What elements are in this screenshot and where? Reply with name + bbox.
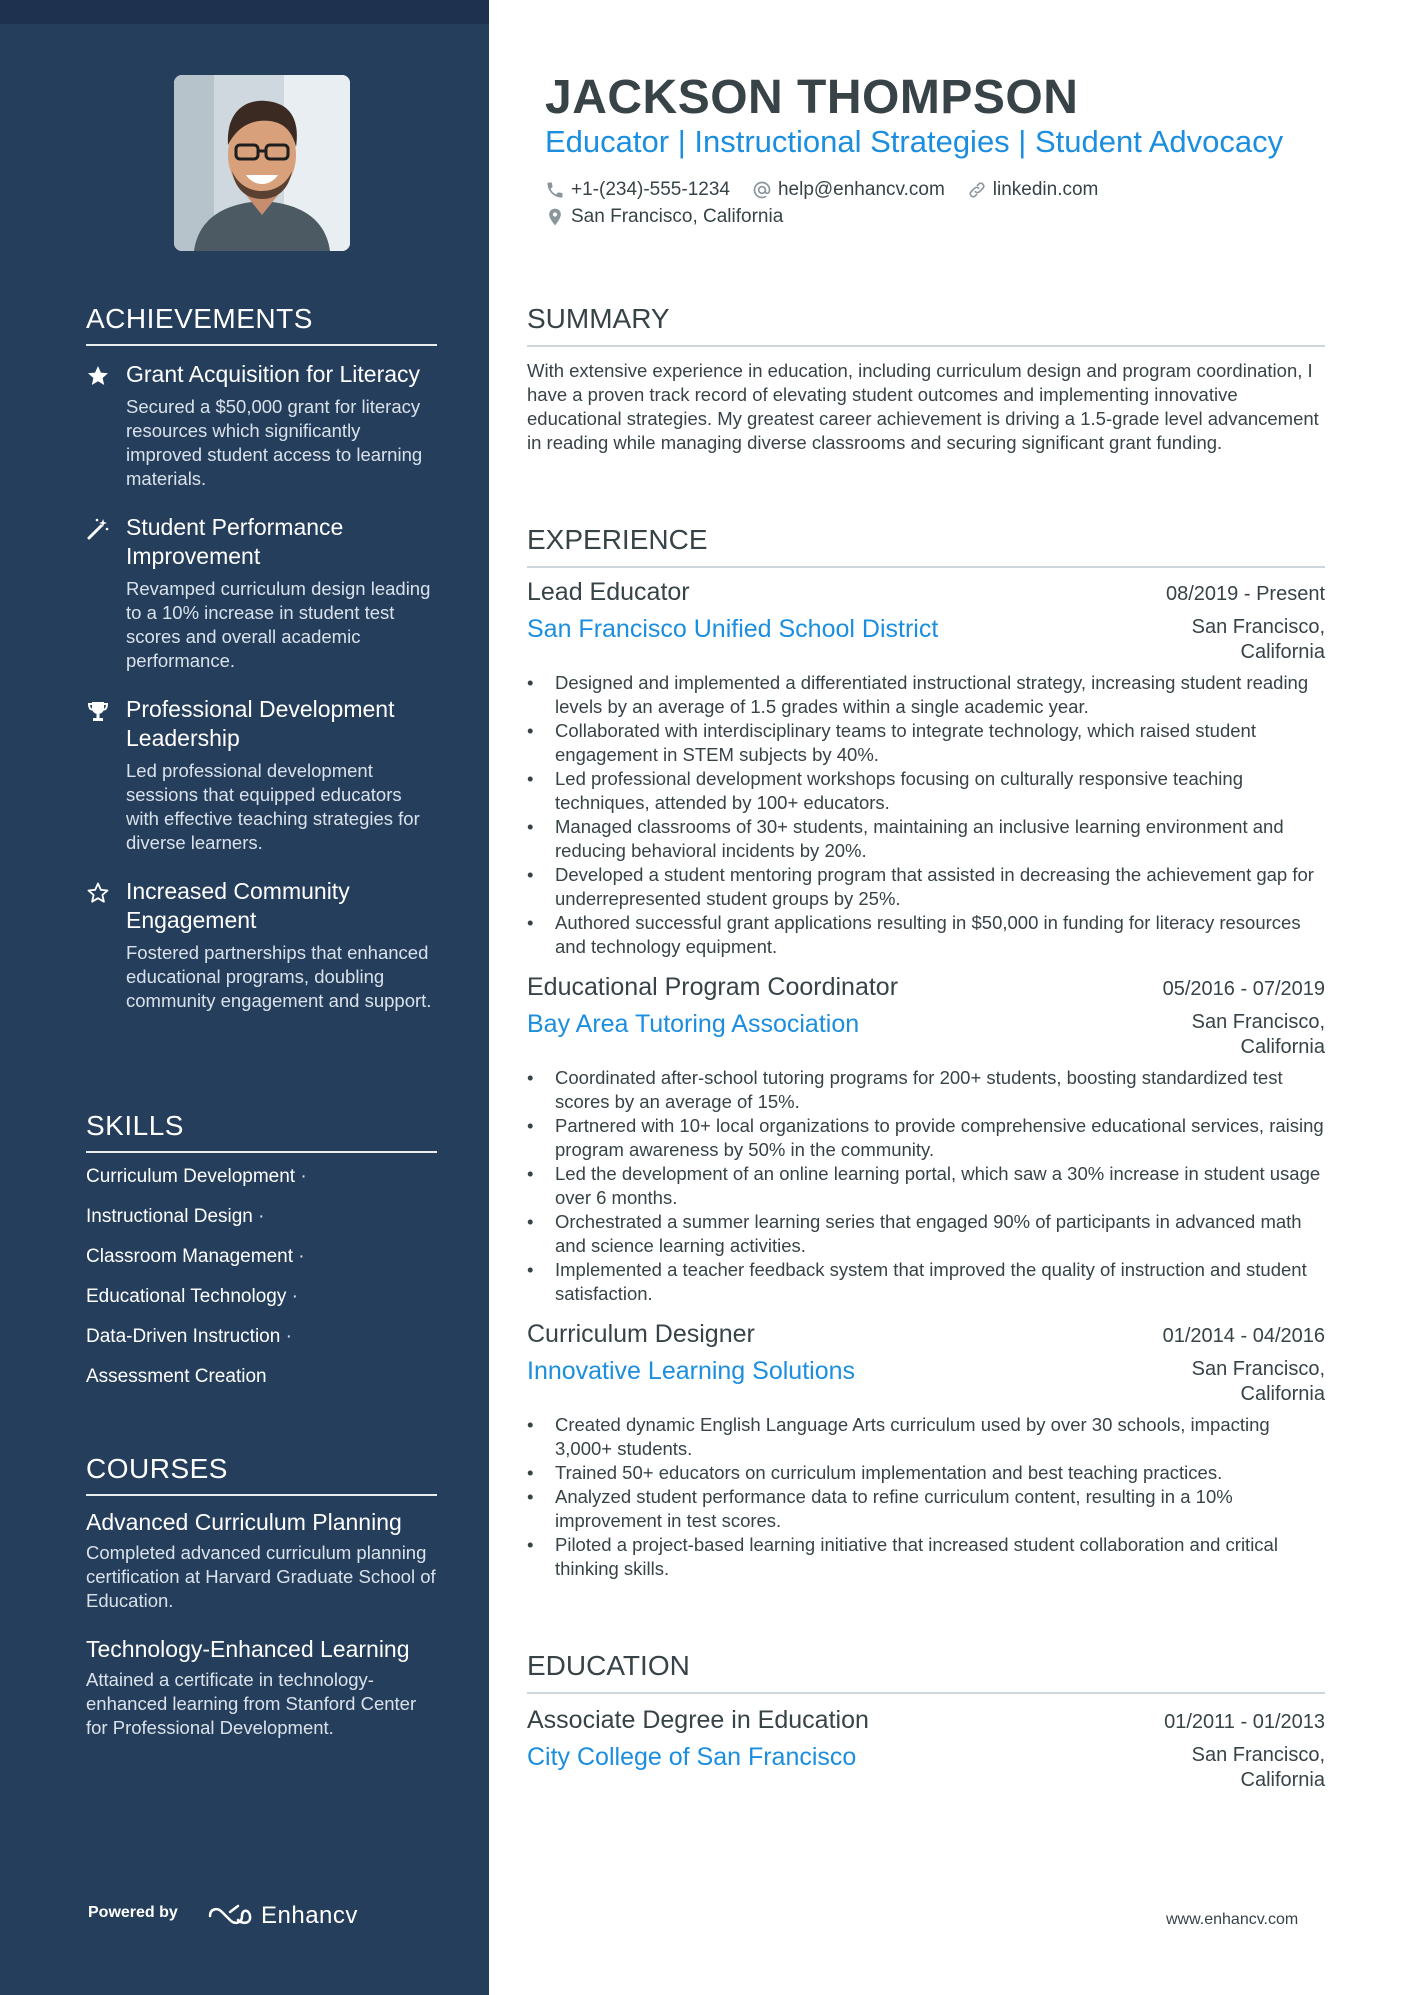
job-bullet: • Led the development of an online learning portal, which saw a 30% increase in student usage over 6 months. [527,1162,1325,1210]
summary-heading: SUMMARY [527,303,1325,347]
courses-section [86,1453,437,1740]
job-company[interactable]: San Francisco Unified School District [527,615,939,643]
job-bullet: • Authored successful grant applications resulting in $50,000 in funding for literacy resources and technology equipment. [527,911,1325,959]
job-title: Lead Educator [527,578,690,606]
summary-section [527,303,1325,455]
magic-wand-icon [86,517,110,541]
job-bullet: • Analyzed student performance data to refine curriculum content, resulting in a 10% improvement in test scores. [527,1485,1325,1533]
job-location: San Francisco, California [1191,616,1325,663]
job-bullet: • Trained 50+ educators on curriculum implementation and best teaching practices. [527,1461,1325,1485]
job-bullet: • Orchestrated a summer learning series that engaged 90% of participants in advanced math and science learning activities. [527,1210,1325,1258]
achievement-item [86,513,437,673]
courses-heading: COURSES [86,1453,437,1496]
skill-item: Data-Driven Instruction · [86,1326,292,1347]
skills-heading: SKILLS [86,1110,437,1153]
job-title: Educational Program Coordinator [527,973,899,1001]
skill-item: Assessment Creation [86,1366,267,1387]
job-bullet: • Designed and implemented a differentiated instructional strategy, increasing student reading levels by an average of 1.5 grades within a single academic year. [527,671,1325,719]
job-entry [527,1320,1325,1581]
course-title: Advanced Curriculum Planning [86,1509,402,1535]
skill-item: Curriculum Development · [86,1166,307,1187]
contact-row [545,179,1120,201]
job-date: 08/2019 - Present [1166,583,1325,605]
job-company[interactable]: Innovative Learning Solutions [527,1357,856,1385]
footer-url[interactable]: www.enhancv.com [1166,1911,1299,1928]
contact-location [545,206,783,228]
linkedin-text: linkedin.com [992,179,1099,200]
achievements-section [86,303,437,1013]
degree-title: Associate Degree in Education [527,1706,869,1734]
experience-section [527,524,1325,1581]
education-date: 01/2011 - 01/2013 [1164,1711,1325,1733]
job-title: Curriculum Designer [527,1320,755,1348]
job-bullet: • Managed classrooms of 30+ students, maintaining an inclusive learning environment and reducing behavioral incidents by 20%. [527,815,1325,863]
email-text: help@enhancv.com [777,179,945,200]
enhancv-logo[interactable] [207,1902,358,1930]
course-title: Technology-Enhanced Learning [86,1636,410,1662]
location-row [545,206,805,228]
contact-email[interactable] [752,179,945,201]
achievement-desc: Led professional development sessions that equipped educators with effective teaching strategies for diverse learners. [126,760,420,853]
school-name[interactable]: City College of San Francisco [527,1743,857,1771]
location-text: San Francisco, California [571,206,784,227]
job-date: 01/2014 - 04/2016 [1162,1325,1325,1347]
job-location: San Francisco, California [1191,1358,1325,1405]
job-bullet: • Created dynamic English Language Arts curriculum used by over 30 schools, impacting 3,000+ students. [527,1413,1325,1461]
job-bullet: • Developed a student mentoring program that assisted in decreasing the achievement gap for underrepresented student groups by 25%. [527,863,1325,911]
achievements-heading: ACHIEVEMENTS [86,303,437,346]
skills-section [86,1110,437,1389]
achievement-item [86,877,437,1013]
enhancv-brand: Enhancv [261,1902,358,1929]
star-filled-icon [86,364,110,388]
job-bullet: • Coordinated after-school tutoring programs for 200+ students, boosting standardized test scores by an average of 15%. [527,1066,1325,1114]
achievement-title: Increased Community Engagement [126,878,350,933]
job-location: San Francisco, California [1191,1011,1325,1058]
skill-item: Educational Technology · [86,1286,298,1307]
link-icon [967,180,987,200]
at-icon [752,180,772,200]
job-company[interactable]: Bay Area Tutoring Association [527,1010,860,1038]
education-entry [527,1706,1325,1793]
location-pin-icon [545,207,565,227]
course-desc: Completed advanced curriculum planning certification at Harvard Graduate School of Education. [86,1542,436,1611]
trophy-icon [86,699,110,723]
achievement-item [86,695,437,855]
sidebar [0,0,489,1995]
achievement-desc: Secured a $50,000 grant for literacy resources which significantly improved student access to learning materials. [126,396,423,489]
achievement-title: Student Performance Improvement [126,514,344,569]
summary-text: With extensive experience in education, including curriculum design and program coordination, I have a proven track record of elevating student outcomes and implementing innovative educational strategies. My greatest career achievement is driving a 1.5-grade level advancement in reading while managing diverse classrooms and securing significant grant funding. [527,360,1319,453]
job-bullets [527,671,1325,959]
job-bullet: • Led professional development workshops focusing on culturally responsive teaching techniques, attended by 100+ educators. [527,767,1325,815]
experience-heading: EXPERIENCE [527,524,1325,568]
job-entry [527,973,1325,1306]
education-location: San Francisco, California [1191,1744,1325,1791]
job-bullet: • Partnered with 10+ local organizations to provide comprehensive educational services, raising program awareness by 50% in the community. [527,1114,1325,1162]
star-outline-icon [86,881,110,905]
phone-text: +1-(234)-555-1234 [571,179,730,200]
course-desc: Attained a certificate in technology-enhanced learning from Stanford Center for Professional Development. [86,1669,417,1738]
skill-item: Instructional Design · [86,1206,265,1227]
contact-linkedin[interactable] [967,179,1099,201]
education-section [527,1650,1325,1793]
achievement-title: Grant Acquisition for Literacy [126,361,421,387]
job-bullets [527,1066,1325,1306]
education-heading: EDUCATION [527,1650,1325,1694]
powered-by-label: Powered by [88,1904,178,1921]
achievement-desc: Revamped curriculum design leading to a 10% increase in student test scores and overall academic performance. [126,578,431,671]
job-bullet: • Implemented a teacher feedback system that improved the quality of instruction and student satisfaction. [527,1258,1325,1306]
headline: Educator | Instructional Strategies | Student Advocacy [545,124,1284,159]
skill-item: Classroom Management · [86,1246,305,1267]
sidebar-top-bar [0,0,489,24]
job-date: 05/2016 - 07/2019 [1162,978,1325,1000]
enhancv-logo-icon [207,1903,253,1929]
contact-phone[interactable] [545,179,730,201]
achievement-title: Professional Development Leadership [126,696,395,751]
achievement-desc: Fostered partnerships that enhanced educational programs, doubling community engagement and support. [126,942,432,1011]
job-bullet: • Piloted a project-based learning initiative that increased student collaboration and critical thinking skills. [527,1533,1325,1581]
job-entry [527,578,1325,959]
job-bullets [527,1413,1325,1581]
main-top-bar [489,0,1410,5]
job-bullet: • Collaborated with interdisciplinary teams to integrate technology, which raised student engagement in STEM subjects by 40%. [527,719,1325,767]
phone-icon [545,180,565,200]
achievement-item [86,360,437,491]
profile-photo [174,75,350,251]
candidate-name: JACKSON THOMPSON [545,71,1079,124]
